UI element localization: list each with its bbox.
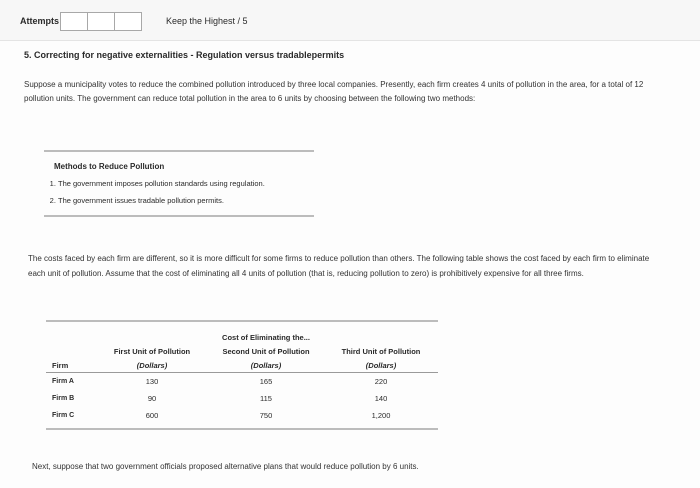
firm-name: Firm C [52, 412, 75, 419]
divider [44, 150, 314, 152]
column-header: Third Unit of Pollution [341, 346, 421, 356]
attempts-bar [0, 0, 700, 41]
firm-name: Firm B [52, 395, 75, 402]
attempt-box [114, 12, 142, 31]
attempt-box [87, 12, 115, 31]
cost-cell: 90 [147, 394, 157, 403]
column-header: First Unit of Pollution [113, 346, 191, 356]
column-header: Second Unit of Pollution [222, 346, 310, 356]
divider [46, 320, 438, 322]
attempt-box [60, 12, 88, 31]
firm-name: Firm A [52, 378, 74, 385]
cost-cell: 750 [259, 411, 273, 420]
costs-paragraph: The costs faced by each firm are different, so it is more difficult for some firms to reduce pollution than others. The following table shows the cost faced by each firm to eliminate each unit of pollution. Assume that the cost of eliminating all 4 units of pollution (that is, reducing pollution to zero) is prohibitively expensive for all three firms. [28, 254, 650, 278]
next-paragraph: Next, suppose that two government officials proposed alternative plans that would reduce pollution by 6 units. [32, 462, 419, 471]
attempts-label: Attempts [20, 16, 60, 26]
cost-cell: 1,200 [371, 411, 391, 420]
method-item: 1. The government imposes pollution standards using regulation. [58, 175, 314, 192]
cost-cell: 140 [374, 394, 388, 403]
methods-title: Methods to Reduce Pollution [54, 162, 165, 171]
cost-cell: 115 [260, 394, 272, 403]
cost-cell: 130 [145, 377, 159, 386]
unit-label: (Dollars) [208, 358, 324, 373]
divider [46, 428, 438, 430]
divider [44, 215, 314, 217]
cost-cell: 600 [145, 411, 159, 420]
keep-highest-label: Keep the Highest / 5 [166, 16, 248, 26]
table-row [46, 390, 438, 407]
intro-paragraph: Suppose a municipality votes to reduce the combined pollution introduced by three local companies. Presently, each firm creates 4 units of pollution in the area, for a total of 12 pollution units. The government can reduce total pollution in the area to 6 units by choosing between the following two methods: [24, 80, 644, 103]
unit-label: (Dollars) [96, 358, 208, 373]
firm-header: Firm [46, 358, 96, 373]
span-header: Cost of Eliminating the... [222, 332, 310, 342]
table-row [46, 407, 438, 424]
method-item: 2. The government issues tradable pollution permits. [58, 192, 314, 209]
methods-box [44, 150, 314, 217]
table-row [46, 373, 438, 391]
question-title: 5. Correcting for negative externalities - Regulation versus tradablepermits [24, 50, 345, 60]
unit-label: (Dollars) [324, 358, 438, 373]
attempt-indicators [60, 12, 141, 31]
cost-cell: 220 [374, 377, 388, 386]
cost-table [46, 320, 438, 430]
methods-list [44, 175, 314, 209]
cost-cell: 165 [259, 377, 273, 386]
